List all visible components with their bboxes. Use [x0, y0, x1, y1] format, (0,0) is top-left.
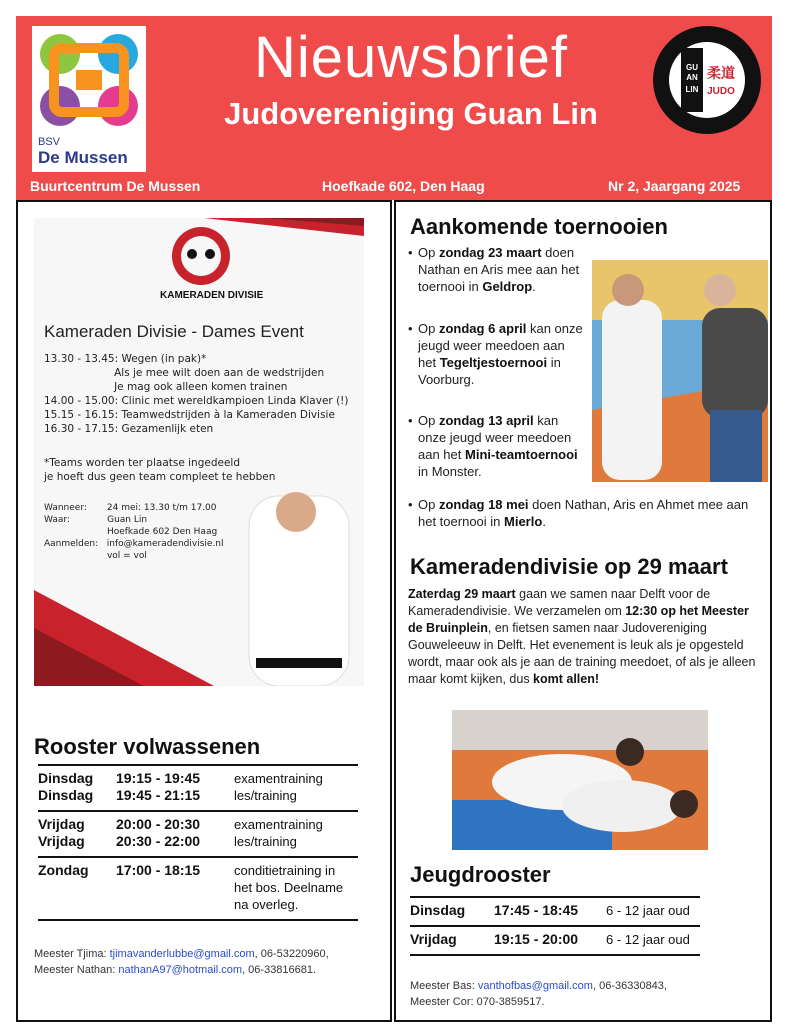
note-cell: les/training [234, 834, 297, 849]
issue-number: Nr 2, Jaargang 2025 [608, 178, 741, 194]
list-item [408, 412, 586, 480]
bsv-label: BSV [38, 136, 61, 148]
kameradendivisie-text [408, 586, 760, 688]
kd-call: komt allen! [533, 672, 600, 686]
note-cell: conditietraining in [234, 863, 336, 878]
svg-text:LIN: LIN [685, 85, 699, 94]
time-cell [116, 896, 234, 913]
table-row [38, 770, 358, 787]
note-cell: 6 - 12 jaar oud [606, 932, 690, 947]
schedule-group [38, 810, 358, 856]
newsletter-title: Nieuwsbrief [254, 25, 568, 90]
time-cell: 17:00 - 18:15 [116, 862, 201, 878]
contact-phone: , 06-36330843, [592, 980, 667, 992]
contact-phone: , 06-33816681. [242, 964, 317, 976]
item-place: Mierlo [504, 514, 543, 529]
de-mussen-label: De Mussen [38, 148, 128, 167]
contact-line [410, 994, 667, 1010]
schedule-group [38, 764, 358, 810]
day-cell: Dinsdag [410, 902, 466, 918]
day-cell: Vrijdag [410, 931, 457, 947]
contact-label: Meester Cor: [410, 996, 477, 1008]
tournament-photo-icon [592, 260, 768, 482]
item-date: zondag 23 maart [438, 245, 542, 260]
time-cell: 17:45 - 18:45 [494, 902, 579, 918]
note-cell: het bos. Deelname [234, 880, 344, 895]
tournament-photo [592, 260, 768, 482]
contact-label: Meester Tjima: [34, 948, 110, 960]
left-column [16, 200, 392, 1022]
day-cell [38, 879, 116, 896]
jeugdrooster-heading: Jeugdrooster [410, 862, 551, 887]
item-place: Mini-teamtoernooi [465, 447, 578, 462]
flyer-info: Wanneer: 24 mei: 13.30 t/m 17.00 Waar: Guan Lin Hoefkade 602 Den Haag Aanmelden: info@kameradendivisie.nl vol = vol [44, 503, 224, 561]
de-mussen-logo [32, 26, 146, 172]
kd-date: Zaterdag 29 maart [408, 587, 516, 601]
address: Hoefkade 602, Den Haag [322, 178, 485, 194]
kd-meeting: 12:30 op het Meester de Bruinplein [408, 604, 749, 635]
item-post: in Voorburg. [418, 355, 561, 387]
schedule-group [410, 896, 700, 925]
note-cell: na overleg. [234, 897, 299, 912]
contact-phone: 070-3859517. [476, 996, 545, 1008]
day-cell: Vrijdag [38, 816, 85, 832]
table-row [38, 833, 358, 850]
adult-contacts [34, 946, 329, 978]
table-row [38, 879, 358, 896]
svg-text:柔道: 柔道 [707, 66, 735, 82]
time-cell: 20:00 - 20:30 [116, 816, 201, 832]
right-column [394, 200, 772, 1022]
rooster-volwassenen-heading: Rooster volwassenen [34, 734, 261, 759]
day-cell: Zondag [38, 862, 89, 878]
table-row [38, 862, 358, 879]
item-place: Tegeltjestoernooi [439, 355, 548, 370]
guan-lin-logo [653, 26, 761, 134]
item-text: kan onze jeugd weer meedoen aan het [418, 321, 583, 370]
youth-contacts [410, 978, 667, 1010]
day-cell: Vrijdag [38, 833, 85, 849]
svg-text:JUDO: JUDO [707, 86, 735, 97]
item-place: Geldrop [482, 279, 533, 294]
flyer-title: Kameraden Divisie - Dames Event [44, 322, 304, 341]
flyer-note: *Teams worden ter plaatse ingedeeld je hoeft dus geen team compleet te hebben [44, 457, 276, 483]
note-cell: examentraining [234, 771, 323, 786]
time-cell: 20:30 - 22:00 [116, 833, 201, 849]
item-pre: Op [418, 245, 439, 260]
note-cell: 6 - 12 jaar oud [606, 903, 690, 918]
judo-match-photo-icon [452, 710, 708, 850]
list-item [408, 244, 586, 295]
mussen-flower-icon [32, 26, 146, 134]
item-pre: Op [418, 321, 439, 336]
item-text: doen Nathan en Aris mee aan het toernooi in [418, 245, 580, 294]
contact-label: Meester Bas: [410, 980, 478, 992]
item-date: zondag 13 april [438, 413, 534, 428]
contact-label: Meester Nathan: [34, 964, 119, 976]
note-cell: les/training [234, 788, 297, 803]
day-cell: Dinsdag [38, 770, 94, 786]
table-row [38, 816, 358, 833]
toernooien-heading: Aankomende toernooien [410, 214, 668, 239]
email-link[interactable]: tjimavanderlubbe@gmail.com [109, 948, 255, 960]
kd-text-1: gaan we samen naar Delft voor de Kameradendivisie. We verzamelen om [408, 587, 711, 618]
contact-line [34, 962, 329, 978]
time-cell: 19:15 - 19:45 [116, 770, 201, 786]
list-item [408, 320, 586, 388]
contact-line [410, 978, 667, 994]
flyer-logo-label: KAMERADEN DIVISIE [160, 290, 264, 301]
list-item [408, 496, 764, 530]
table-row [38, 787, 358, 804]
club-name: Judovereniging Guan Lin [224, 96, 598, 131]
flyer-background-icon [34, 218, 364, 686]
item-pre: Op [418, 413, 439, 428]
newsletter-header [16, 16, 772, 200]
guan-lin-emblem-icon [653, 26, 761, 134]
svg-text:AN: AN [686, 73, 698, 82]
contact-phone: , 06-53220960, [254, 948, 329, 960]
schedule-group [410, 925, 700, 956]
item-post: in Monster. [418, 464, 482, 479]
kameraden-divisie-flyer [34, 218, 364, 686]
item-text: kan onze jeugd weer meedoen aan het [418, 413, 572, 462]
day-cell: Dinsdag [38, 787, 94, 803]
kd-text-2: , en fietsen samen naar Judovereniging Gouweleeuw in Delft. Het evenement is leuk als je opgesteld wordt, maar ook als je aan de training meedoet, of als je alleen maar komt kijken, dus [408, 621, 756, 686]
svg-text:GU: GU [686, 63, 698, 72]
item-date: zondag 18 mei [438, 497, 529, 512]
location-name: Buurtcentrum De Mussen [30, 178, 201, 194]
email-link[interactable]: vanthofbas@gmail.com [477, 980, 593, 992]
youth-schedule [410, 896, 700, 956]
note-cell: examentraining [234, 817, 323, 832]
judo-match-photo [452, 710, 708, 850]
adult-schedule [38, 764, 358, 921]
day-cell [38, 896, 116, 913]
schedule-group [38, 856, 358, 921]
kameradendivisie-heading: Kameradendivisie op 29 maart [410, 554, 728, 579]
email-link[interactable]: nathanA97@hotmail.com [118, 964, 243, 976]
flyer-schedule: 13.30 - 13.45: Wegen (in pak)* Als je mee wilt doen aan de wedstrijden Je mag ook alleen komen trainen 14.00 - 15.00: Clinic met wereldkampioen Linda Klaver (!) 15.15 - 16.15: Teamwedstrijden à la Kameraden Divisie 16.30 - 17.15: Gezamenlijk eten [44, 353, 349, 435]
table-row [410, 902, 700, 919]
item-post: . [542, 514, 546, 529]
item-text: doen Nathan, Aris en Ahmet mee aan het toernooi in [418, 497, 749, 529]
table-row [38, 896, 358, 913]
item-pre: Op [418, 497, 439, 512]
table-row [410, 931, 700, 948]
contact-line [34, 946, 329, 962]
item-post: . [532, 279, 536, 294]
time-cell: 19:15 - 20:00 [494, 931, 579, 947]
time-cell [116, 879, 234, 896]
item-date: zondag 6 april [438, 321, 527, 336]
time-cell: 19:45 - 21:15 [116, 787, 201, 803]
